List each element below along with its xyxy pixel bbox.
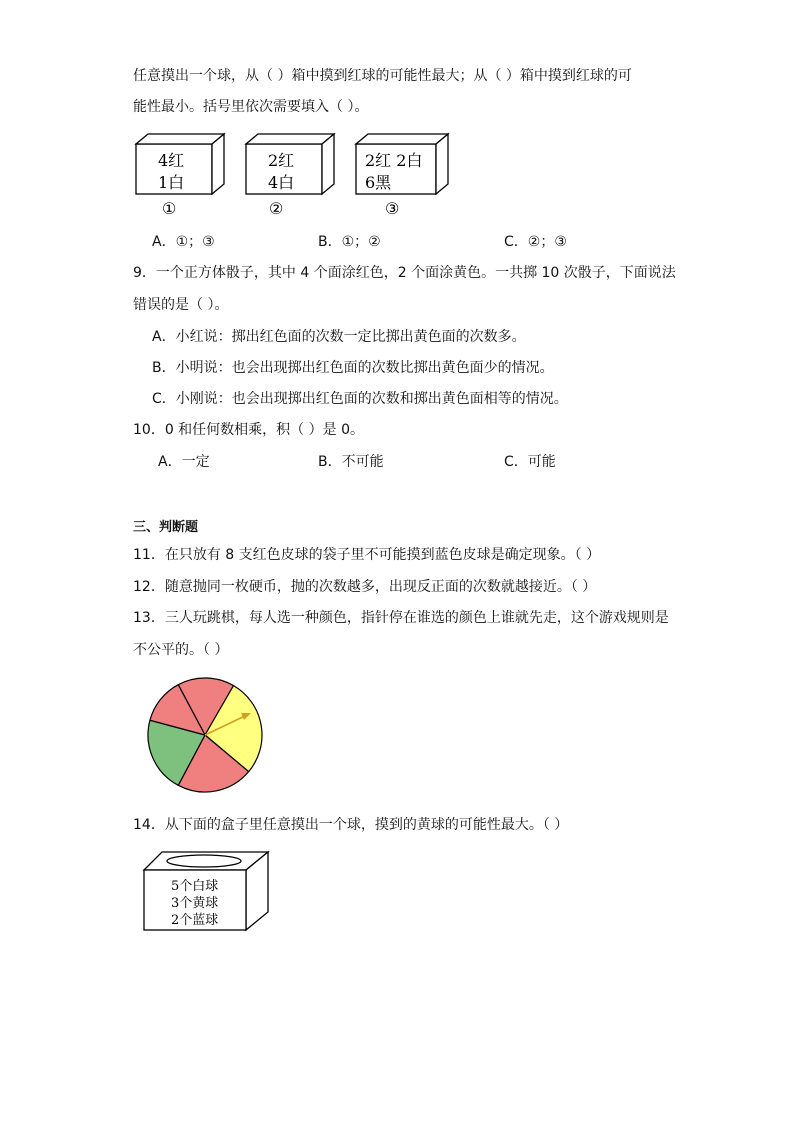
section-title: 三、判断题 [133, 520, 199, 535]
box-3-number: ③ [385, 199, 400, 218]
box-2-line1: 2红 [268, 151, 295, 170]
q13-line1: 13．三人玩跳棋，每人选一种颜色，指针停在谁选的颜色上谁就先走，这个游戏规则是 [133, 610, 669, 626]
q10-option-b[interactable]: B．不可能 [318, 454, 384, 470]
q10-line: 10．0 和任何数相乘，积（ ）是 0。 [133, 422, 364, 438]
q12-line: 12．随意抛同一枚硬币，抛的次数越多，出现反正面的次数就越接近。（ ） [133, 579, 597, 595]
box-3-line1: 2红 2白 [365, 151, 423, 170]
q8-option-a[interactable]: A．①；③ [152, 234, 215, 250]
q11-line: 11．在只放有 8 支红色皮球的袋子里不可能摸到蓝色皮球是确定现象。（ ） [133, 547, 601, 563]
q9-option-b[interactable]: B．小明说：也会出现掷出红色面的次数比掷出黄色面少的情况。 [152, 360, 554, 376]
box-line-yellow: 3个黄球 [171, 896, 219, 911]
q9-option-c[interactable]: C．小刚说：也会出现掷出红色面的次数和掷出黄色面相等的情况。 [152, 391, 568, 407]
box-opening [167, 855, 241, 867]
q9-line2: 错误的是（ ）。 [133, 297, 229, 313]
box-2-number: ② [269, 199, 284, 218]
q8-option-b[interactable]: B．①；② [318, 234, 381, 250]
q8-line1: 任意摸出一个球，从（ ）箱中摸到红球的可能性最大；从（ ）箱中摸到红球的可 [133, 68, 632, 84]
q10-option-a[interactable]: A．一定 [158, 454, 210, 470]
box-2 [246, 134, 334, 218]
box-line-white: 5个白球 [171, 879, 219, 894]
box-1-number: ① [162, 199, 177, 218]
box-line-blue: 2个蓝球 [171, 913, 219, 928]
q10-option-c[interactable]: C．可能 [504, 454, 556, 470]
box-3-line2: 6黑 [365, 173, 392, 192]
ball-box-figure [138, 848, 276, 938]
q9-option-a[interactable]: A．小红说：掷出红色面的次数一定比掷出黄色面的次数多。 [152, 329, 526, 345]
q8-line2: 能性最小。括号里依次需要填入（ ）。 [133, 99, 369, 115]
q14-line: 14．从下面的盒子里任意摸出一个球，摸到的黄球的可能性最大。（ ） [133, 817, 569, 833]
box-2-line2: 4白 [268, 173, 295, 192]
box-1-line2: 1白 [158, 173, 185, 192]
box-1-line1: 4红 [158, 151, 185, 170]
q13-line2: 不公平的。（ ） [133, 642, 229, 658]
box-3 [356, 134, 448, 218]
q8-option-c[interactable]: C．②；③ [504, 234, 567, 250]
q8-boxes-figure [130, 128, 460, 223]
spinner-figure [140, 676, 270, 794]
box-1 [136, 134, 224, 218]
q9-line1: 9．一个正方体骰子，其中 4 个面涂红色，2 个面涂黄色。一共掷 10 次骰子，下面说法 [133, 265, 676, 281]
